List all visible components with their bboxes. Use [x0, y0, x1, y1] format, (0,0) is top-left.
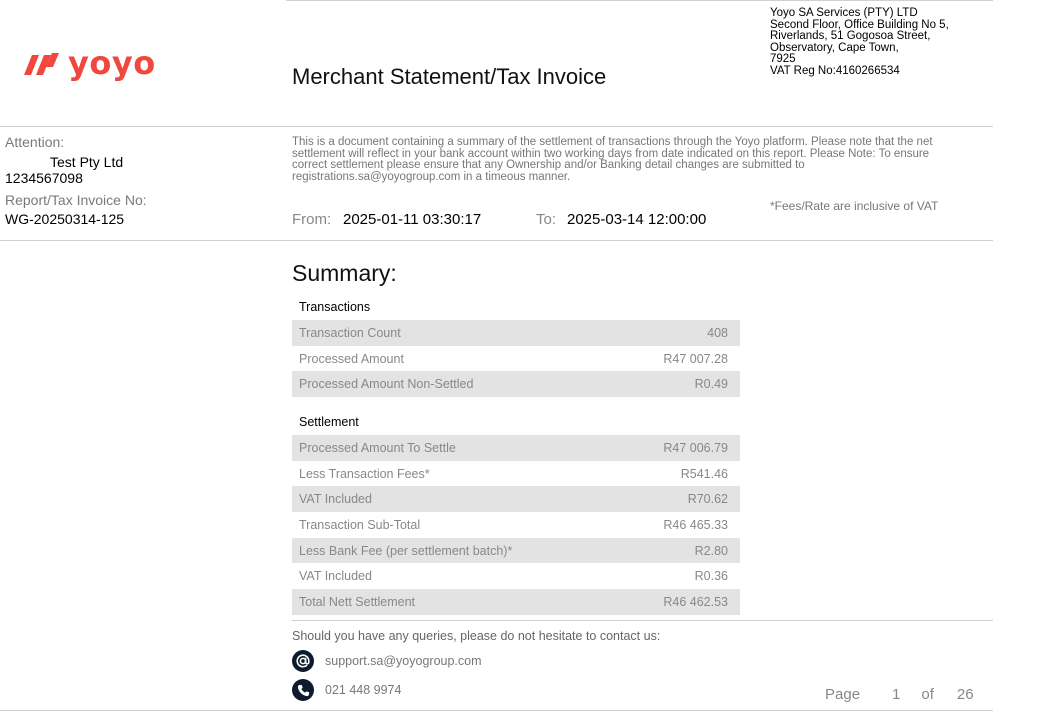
- company-address: [770, 8, 949, 77]
- contact-divider: [292, 620, 993, 621]
- fees-note: *Fees/Rate are inclusive of VAT: [770, 199, 939, 213]
- row-value: R47 007.28: [663, 351, 728, 366]
- customer-number: 1234567098: [5, 170, 83, 186]
- row-label: Processed Amount To Settle: [299, 440, 456, 455]
- settlement-notice: [292, 137, 1012, 183]
- table-row: [292, 486, 740, 512]
- row-value: R46 465.33: [663, 517, 728, 532]
- row-label: Transaction Count: [299, 325, 401, 340]
- row-label: Processed Amount Non-Settled: [299, 377, 474, 392]
- report-number: WG-20250314-125: [5, 211, 125, 227]
- row-value: R47 006.79: [663, 440, 728, 455]
- header-divider: [0, 126, 993, 127]
- at-sign-icon: [292, 650, 314, 672]
- row-label: Total Nett Settlement: [299, 594, 416, 609]
- company-address-line: Second Floor, Office Building No 5,: [770, 18, 949, 31]
- company-address-line: Observatory, Cape Town,: [770, 41, 899, 54]
- table-row: [292, 435, 740, 461]
- yoyo-logo-mark-icon: [22, 49, 62, 77]
- page-current: 1: [892, 686, 901, 703]
- contact-phone-row: [292, 679, 401, 701]
- table-row: [292, 512, 740, 538]
- bottom-divider: [0, 710, 993, 711]
- to-label: To:: [536, 211, 557, 228]
- table-row: [292, 563, 740, 589]
- company-vat-reg: VAT Reg No:4160266534: [770, 64, 900, 77]
- company-address-line: Yoyo SA Services (PTY) LTD: [770, 7, 918, 19]
- contact-phone[interactable]: 021 448 9974: [325, 683, 402, 697]
- contact-email-row: [292, 650, 482, 672]
- page-label: Page: [825, 686, 861, 703]
- to-date: 2025-03-14 12:00:00: [567, 211, 707, 228]
- page-indicator: [825, 686, 974, 703]
- transactions-section-title: Transactions: [299, 300, 371, 314]
- phone-icon: [292, 679, 314, 701]
- row-value: R70.62: [687, 492, 728, 507]
- contact-query-text: Should you have any queries, please do not hesitate to contact us:: [292, 629, 661, 643]
- table-row: [292, 320, 740, 346]
- settlement-notice-line: This is a document containing a summary of the settlement of transactions through the Yoyo platform. Please note that the net: [292, 136, 933, 148]
- row-value: R46 462.53: [663, 594, 728, 609]
- yoyo-logo: [22, 45, 156, 81]
- period-divider: [0, 240, 993, 241]
- row-label: Transaction Sub-Total: [299, 517, 421, 532]
- row-value: R2.80: [694, 543, 728, 558]
- settlement-notice-line: correct settlement please ensure that any Ownership and/or Banking detail changes are submitted to: [292, 159, 805, 171]
- table-row: [292, 589, 740, 615]
- page-total: 26: [956, 686, 974, 703]
- document-title: Merchant Statement/Tax Invoice: [292, 64, 607, 89]
- row-value: 408: [707, 325, 728, 340]
- company-address-line: Riverlands, 51 Gogosoa Street,: [770, 30, 931, 42]
- row-label: Less Bank Fee (per settlement batch)*: [299, 543, 513, 558]
- settlement-section-title: Settlement: [299, 415, 359, 429]
- transactions-table: [292, 320, 740, 397]
- row-value: R0.49: [694, 377, 728, 392]
- row-label: VAT Included: [299, 569, 372, 584]
- customer-name: Test Pty Ltd: [50, 154, 124, 170]
- report-number-label: Report/Tax Invoice No:: [5, 192, 147, 208]
- page-of-label: of: [921, 686, 934, 703]
- settlement-notice-line: settlement will reflect in your bank account within two working days from date indicated on this report. Please Note: To ensure: [292, 147, 930, 160]
- summary-title: Summary:: [292, 260, 397, 286]
- settlement-notice-line: registrations.sa@yoyogroup.com in a timeous manner.: [292, 170, 571, 183]
- contact-email[interactable]: support.sa@yoyogroup.com: [325, 654, 482, 668]
- top-divider: [286, 0, 993, 1]
- row-value: R541.46: [680, 466, 728, 481]
- from-date: 2025-01-11 03:30:17: [343, 211, 482, 228]
- row-label: VAT Included: [299, 492, 372, 507]
- company-address-line: 7925: [770, 53, 796, 65]
- from-label: From:: [292, 211, 332, 228]
- row-label: Less Transaction Fees*: [299, 466, 430, 481]
- table-row: [292, 346, 740, 372]
- attention-label: Attention:: [5, 134, 65, 150]
- table-row: [292, 538, 740, 564]
- table-row: [292, 371, 740, 397]
- table-row: [292, 461, 740, 487]
- logo-wordmark: yoyo: [68, 44, 156, 82]
- settlement-table: [292, 435, 740, 615]
- row-value: R0.36: [694, 569, 728, 584]
- row-label: Processed Amount: [299, 351, 404, 366]
